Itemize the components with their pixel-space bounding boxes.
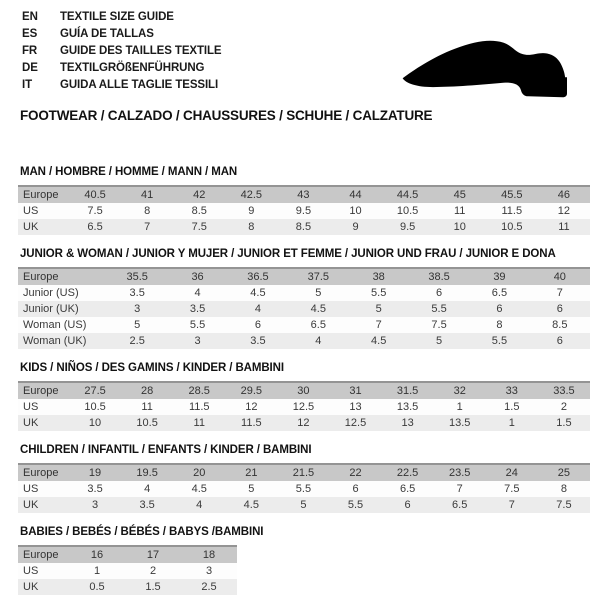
row-label: Woman (US) — [18, 317, 107, 333]
size-cell: 0.5 — [69, 579, 125, 595]
size-cell: 5 — [107, 317, 167, 333]
language-code: EN — [22, 11, 38, 23]
size-cell: 2.5 — [181, 579, 237, 595]
size-row — [18, 481, 590, 497]
size-cell: 4 — [121, 481, 173, 497]
size-cell: 29.5 — [225, 382, 277, 399]
size-cell: 3.5 — [107, 285, 167, 301]
size-cell: 4 — [288, 333, 348, 349]
size-cell: 5 — [349, 301, 409, 317]
row-label: Junior (US) — [18, 285, 107, 301]
size-cell: 4.5 — [225, 497, 277, 513]
size-cell: 12 — [538, 203, 590, 219]
size-cell: 3.5 — [228, 333, 288, 349]
size-cell: 7.5 — [486, 481, 538, 497]
language-label: GUIDA ALLE TAGLIE TESSILI — [60, 79, 219, 91]
size-cell: 28 — [121, 382, 173, 399]
size-row — [18, 219, 590, 235]
size-cell: 4.5 — [173, 481, 225, 497]
size-cell: 38.5 — [409, 268, 469, 285]
size-cell: 7.5 — [173, 219, 225, 235]
size-cell: 6 — [228, 317, 288, 333]
size-cell: 5.5 — [277, 481, 329, 497]
size-table-section — [18, 362, 590, 431]
size-cell: 44.5 — [382, 186, 434, 203]
row-label: Junior (UK) — [18, 301, 107, 317]
row-label: Europe — [18, 464, 69, 481]
shoe-icon — [392, 26, 590, 102]
size-cell: 3 — [69, 497, 121, 513]
language-row — [22, 9, 222, 26]
size-table — [18, 267, 590, 349]
size-cell: 16 — [69, 546, 125, 563]
size-cell: 6.5 — [288, 317, 348, 333]
size-cell: 31 — [329, 382, 381, 399]
language-row — [22, 43, 222, 60]
size-cell: 3 — [167, 333, 227, 349]
size-cell: 10 — [69, 415, 121, 431]
size-cell: 10.5 — [382, 203, 434, 219]
size-row — [18, 285, 590, 301]
size-cell: 7 — [486, 497, 538, 513]
language-code: DE — [22, 62, 38, 74]
size-cell: 5 — [409, 333, 469, 349]
language-label: GUÍA DE TALLAS — [60, 28, 154, 40]
size-cell: 2 — [538, 399, 590, 415]
size-cell: 5.5 — [409, 301, 469, 317]
size-cell: 11 — [121, 399, 173, 415]
row-label: Europe — [18, 382, 69, 399]
size-cell: 5.5 — [349, 285, 409, 301]
size-table-section — [18, 526, 590, 595]
size-cell: 5.5 — [167, 317, 227, 333]
size-cell: 10.5 — [486, 219, 538, 235]
size-tables — [18, 166, 590, 595]
size-cell: 7.5 — [538, 497, 590, 513]
size-cell: 11 — [538, 219, 590, 235]
size-cell: 9.5 — [277, 203, 329, 219]
size-row — [18, 399, 590, 415]
size-cell: 6 — [469, 301, 529, 317]
size-cell: 41 — [121, 186, 173, 203]
size-cell: 12 — [277, 415, 329, 431]
size-cell: 1 — [434, 399, 486, 415]
size-cell: 11.5 — [486, 203, 538, 219]
size-cell: 33 — [486, 382, 538, 399]
size-cell: 6.5 — [69, 219, 121, 235]
size-table-section — [18, 166, 590, 235]
region-header-row — [18, 382, 590, 399]
size-cell: 35.5 — [107, 268, 167, 285]
size-cell: 4 — [228, 301, 288, 317]
size-cell: 6 — [329, 481, 381, 497]
size-cell: 31.5 — [382, 382, 434, 399]
size-cell: 45 — [434, 186, 486, 203]
size-cell: 7.5 — [69, 203, 121, 219]
size-cell: 22.5 — [382, 464, 434, 481]
size-cell: 8 — [225, 219, 277, 235]
size-cell: 2.5 — [107, 333, 167, 349]
size-table-section — [18, 248, 590, 349]
size-row — [18, 579, 237, 595]
size-cell: 23.5 — [434, 464, 486, 481]
size-cell: 4.5 — [228, 285, 288, 301]
category-title: FOOTWEAR / CALZADO / CHAUSSURES / SCHUHE / CALZATURE — [20, 108, 433, 123]
size-cell: 13 — [382, 415, 434, 431]
size-cell: 11 — [434, 203, 486, 219]
size-cell: 8 — [538, 481, 590, 497]
size-cell: 5.5 — [329, 497, 381, 513]
row-label: US — [18, 563, 69, 579]
size-cell: 40 — [530, 268, 590, 285]
size-cell: 12.5 — [277, 399, 329, 415]
size-cell: 7 — [349, 317, 409, 333]
size-cell: 5.5 — [469, 333, 529, 349]
row-label: UK — [18, 415, 69, 431]
size-cell: 28.5 — [173, 382, 225, 399]
size-cell: 7 — [121, 219, 173, 235]
table-title: BABIES / BEBÉS / BÉBÉS / BABYS /BAMBINI — [20, 526, 264, 538]
language-code: IT — [22, 79, 33, 91]
size-cell: 8 — [121, 203, 173, 219]
size-cell: 6 — [530, 301, 590, 317]
size-cell: 42.5 — [225, 186, 277, 203]
language-code: FR — [22, 45, 38, 57]
size-cell: 36.5 — [228, 268, 288, 285]
size-cell: 18 — [181, 546, 237, 563]
size-cell: 1.5 — [538, 415, 590, 431]
size-cell: 11 — [173, 415, 225, 431]
size-cell: 1 — [486, 415, 538, 431]
size-cell: 20 — [173, 464, 225, 481]
size-cell: 24 — [486, 464, 538, 481]
region-header-row — [18, 268, 590, 285]
row-label: US — [18, 203, 69, 219]
size-cell: 21 — [225, 464, 277, 481]
size-cell: 9 — [329, 219, 381, 235]
size-cell: 6 — [530, 333, 590, 349]
size-cell: 6 — [382, 497, 434, 513]
row-label: UK — [18, 219, 69, 235]
size-cell: 11.5 — [225, 415, 277, 431]
size-row — [18, 301, 590, 317]
size-cell: 9 — [225, 203, 277, 219]
row-label: US — [18, 399, 69, 415]
size-cell: 10 — [329, 203, 381, 219]
size-cell: 42 — [173, 186, 225, 203]
table-title: JUNIOR & WOMAN / JUNIOR Y MUJER / JUNIOR ET FEMME / JUNIOR UND FRAU / JUNIOR E DONA — [20, 248, 556, 260]
language-code: ES — [22, 28, 38, 40]
row-label: Europe — [18, 268, 107, 285]
size-cell: 8.5 — [277, 219, 329, 235]
size-cell: 5 — [288, 285, 348, 301]
size-cell: 6.5 — [382, 481, 434, 497]
size-row — [18, 497, 590, 513]
size-cell: 44 — [329, 186, 381, 203]
size-cell: 7 — [434, 481, 486, 497]
table-title: CHILDREN / INFANTIL / ENFANTS / KINDER / BAMBINI — [20, 444, 312, 456]
size-cell: 2 — [125, 563, 181, 579]
size-cell: 43 — [277, 186, 329, 203]
size-cell: 30 — [277, 382, 329, 399]
size-cell: 9.5 — [382, 219, 434, 235]
size-row — [18, 563, 237, 579]
size-table — [18, 545, 237, 595]
size-cell: 19 — [69, 464, 121, 481]
region-header-row — [18, 546, 237, 563]
size-cell: 7 — [530, 285, 590, 301]
row-label: UK — [18, 497, 69, 513]
size-cell: 36 — [167, 268, 227, 285]
language-row — [22, 60, 222, 77]
table-title: KIDS / NIÑOS / DES GAMINS / KINDER / BAMBINI — [20, 362, 284, 374]
size-cell: 6.5 — [469, 285, 529, 301]
row-label: Europe — [18, 546, 69, 563]
row-label: US — [18, 481, 69, 497]
size-table — [18, 463, 590, 513]
size-cell: 4.5 — [288, 301, 348, 317]
size-cell: 4 — [167, 285, 227, 301]
row-label: Woman (UK) — [18, 333, 107, 349]
language-list — [22, 9, 222, 94]
size-cell: 17 — [125, 546, 181, 563]
size-row — [18, 333, 590, 349]
region-header-row — [18, 186, 590, 203]
size-row — [18, 203, 590, 219]
size-cell: 12.5 — [329, 415, 381, 431]
size-cell: 8.5 — [530, 317, 590, 333]
size-cell: 38 — [349, 268, 409, 285]
size-cell: 6 — [409, 285, 469, 301]
size-cell: 3.5 — [69, 481, 121, 497]
size-cell: 27.5 — [69, 382, 121, 399]
size-cell: 4 — [173, 497, 225, 513]
language-label: TEXTILE SIZE GUIDE — [60, 11, 174, 23]
size-cell: 6.5 — [434, 497, 486, 513]
size-cell: 25 — [538, 464, 590, 481]
size-cell: 3 — [107, 301, 167, 317]
language-row — [22, 26, 222, 43]
size-cell: 22 — [329, 464, 381, 481]
size-cell: 46 — [538, 186, 590, 203]
size-cell: 10.5 — [121, 415, 173, 431]
language-label: GUIDE DES TAILLES TEXTILE — [60, 45, 222, 57]
size-cell: 45.5 — [486, 186, 538, 203]
size-cell: 37.5 — [288, 268, 348, 285]
size-row — [18, 415, 590, 431]
size-cell: 1.5 — [125, 579, 181, 595]
size-cell: 8.5 — [173, 203, 225, 219]
size-cell: 12 — [225, 399, 277, 415]
size-cell: 21.5 — [277, 464, 329, 481]
size-cell: 33.5 — [538, 382, 590, 399]
size-cell: 11.5 — [173, 399, 225, 415]
language-label: TEXTILGRÖßENFÜHRUNG — [60, 62, 205, 74]
size-cell: 10.5 — [69, 399, 121, 415]
size-cell: 5 — [225, 481, 277, 497]
size-cell: 3.5 — [167, 301, 227, 317]
size-cell: 13.5 — [382, 399, 434, 415]
size-cell: 3.5 — [121, 497, 173, 513]
size-cell: 13 — [329, 399, 381, 415]
region-header-row — [18, 464, 590, 481]
size-table-section — [18, 444, 590, 513]
row-label: Europe — [18, 186, 69, 203]
size-cell: 10 — [434, 219, 486, 235]
size-cell: 32 — [434, 382, 486, 399]
language-row — [22, 77, 222, 94]
size-table — [18, 185, 590, 235]
size-cell: 13.5 — [434, 415, 486, 431]
size-table — [18, 381, 590, 431]
size-cell: 8 — [469, 317, 529, 333]
size-cell: 19.5 — [121, 464, 173, 481]
size-cell: 4.5 — [349, 333, 409, 349]
table-title: MAN / HOMBRE / HOMME / MANN / MAN — [20, 166, 238, 178]
size-row — [18, 317, 590, 333]
size-cell: 40.5 — [69, 186, 121, 203]
size-cell: 5 — [277, 497, 329, 513]
size-cell: 39 — [469, 268, 529, 285]
size-cell: 3 — [181, 563, 237, 579]
row-label: UK — [18, 579, 69, 595]
size-cell: 7.5 — [409, 317, 469, 333]
size-cell: 1.5 — [486, 399, 538, 415]
size-cell: 1 — [69, 563, 125, 579]
